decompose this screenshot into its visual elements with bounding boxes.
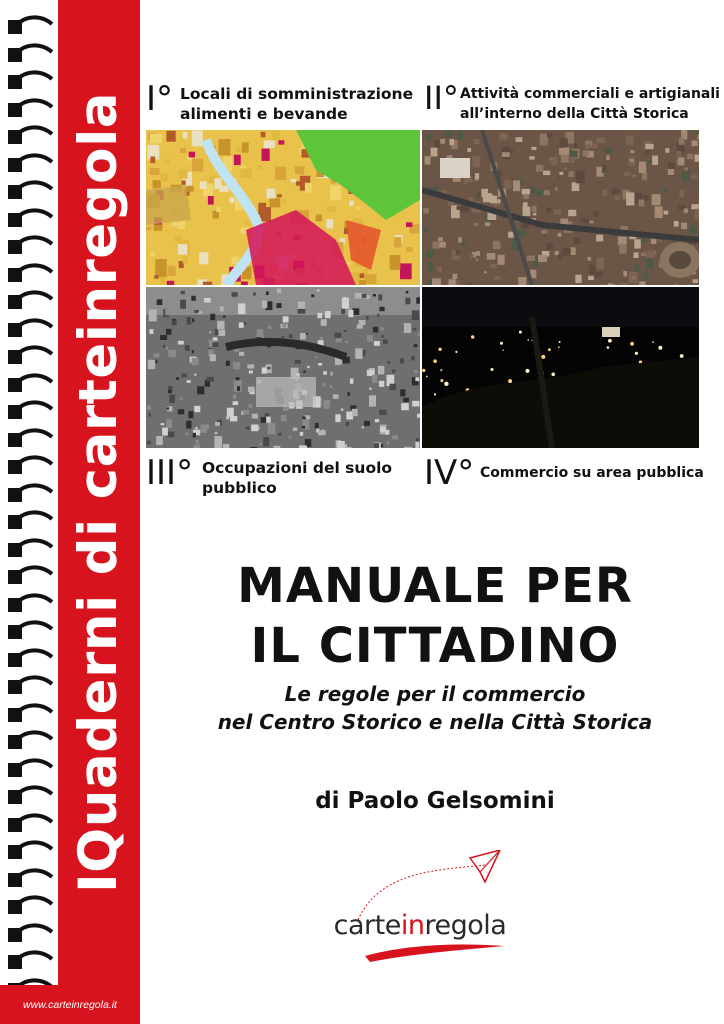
binding-ring	[6, 729, 54, 751]
binding-ring	[6, 839, 54, 861]
subtitle-line2: nel Centro Storico e nella Città Storica	[217, 710, 653, 734]
binding-ring	[6, 179, 54, 201]
section-3-line2: pubblico	[202, 479, 277, 497]
author: di Paolo Gelsomini	[315, 788, 555, 814]
binding-ring	[6, 784, 54, 806]
binding-ring	[6, 372, 54, 394]
binding-ring	[6, 922, 54, 944]
section-1-line1: Locali di somministrazione	[180, 85, 414, 103]
subtitle	[146, 680, 724, 736]
section-3-caption	[146, 453, 416, 498]
binding-ring	[6, 289, 54, 311]
section-4-line1: Commercio su area pubblica	[480, 465, 704, 481]
logo-wordmark	[320, 910, 520, 941]
main-title-line1: MANUALE PER	[237, 558, 633, 614]
ring-binding	[0, 0, 58, 990]
carteinregola-logo	[320, 850, 520, 970]
binding-ring	[6, 69, 54, 91]
main-title	[146, 556, 724, 676]
spine-title: IQuaderni di carteinregola	[68, 91, 130, 894]
section-1-line2: alimenti e bevande	[180, 105, 348, 123]
section-2-line2: all’interno della Città Storica	[460, 106, 689, 122]
binding-ring	[6, 647, 54, 669]
section-4-numeral: IV°	[424, 453, 475, 493]
section-3-text	[202, 458, 392, 498]
binding-ring	[6, 234, 54, 256]
binding-ring	[6, 14, 54, 36]
aerial-photo	[422, 130, 699, 285]
section-3-line1: Occupazioni del suolo	[202, 459, 393, 477]
binding-ring	[6, 427, 54, 449]
section-2-numeral: II°	[424, 79, 459, 117]
map-image	[146, 130, 420, 285]
binding-ring	[6, 262, 54, 284]
binding-ring	[6, 592, 54, 614]
section-1-text	[180, 84, 413, 124]
logo-part2: in	[400, 910, 425, 941]
binding-ring	[6, 124, 54, 146]
section-4-text	[480, 463, 704, 483]
binding-ring	[6, 207, 54, 229]
binding-ring	[6, 42, 54, 64]
binding-ring	[6, 619, 54, 641]
binding-ring	[6, 949, 54, 971]
logo-part3: regola	[424, 910, 507, 941]
section-2-line1: Attività commerciali e artigianali	[460, 86, 720, 102]
section-1-caption	[146, 79, 416, 124]
binding-ring	[6, 812, 54, 834]
subtitle-line1: Le regole per il commercio	[284, 682, 586, 706]
historic-photo	[146, 287, 420, 448]
binding-ring	[6, 894, 54, 916]
main-title-line2: IL CITTADINO	[250, 618, 620, 674]
night-photo	[422, 287, 699, 448]
binding-ring	[6, 317, 54, 339]
binding-ring	[6, 757, 54, 779]
binding-ring	[6, 482, 54, 504]
spine-title-wrap	[58, 0, 140, 985]
section-4-caption	[424, 453, 720, 498]
binding-ring	[6, 674, 54, 696]
logo-part1: carte	[333, 910, 401, 941]
binding-ring	[6, 454, 54, 476]
binding-ring	[6, 867, 54, 889]
binding-ring	[6, 509, 54, 531]
binding-ring	[6, 344, 54, 366]
binding-ring	[6, 537, 54, 559]
binding-ring	[6, 152, 54, 174]
section-3-numeral: III°	[146, 453, 194, 493]
spine	[0, 0, 140, 1024]
binding-ring	[6, 97, 54, 119]
section-2-text	[460, 84, 720, 124]
spine-url[interactable]: www.carteinregola.it	[0, 985, 140, 1024]
section-1-numeral: I°	[146, 79, 174, 119]
binding-ring	[6, 399, 54, 421]
section-2-caption	[424, 79, 720, 124]
binding-ring	[6, 564, 54, 586]
binding-ring	[6, 702, 54, 724]
